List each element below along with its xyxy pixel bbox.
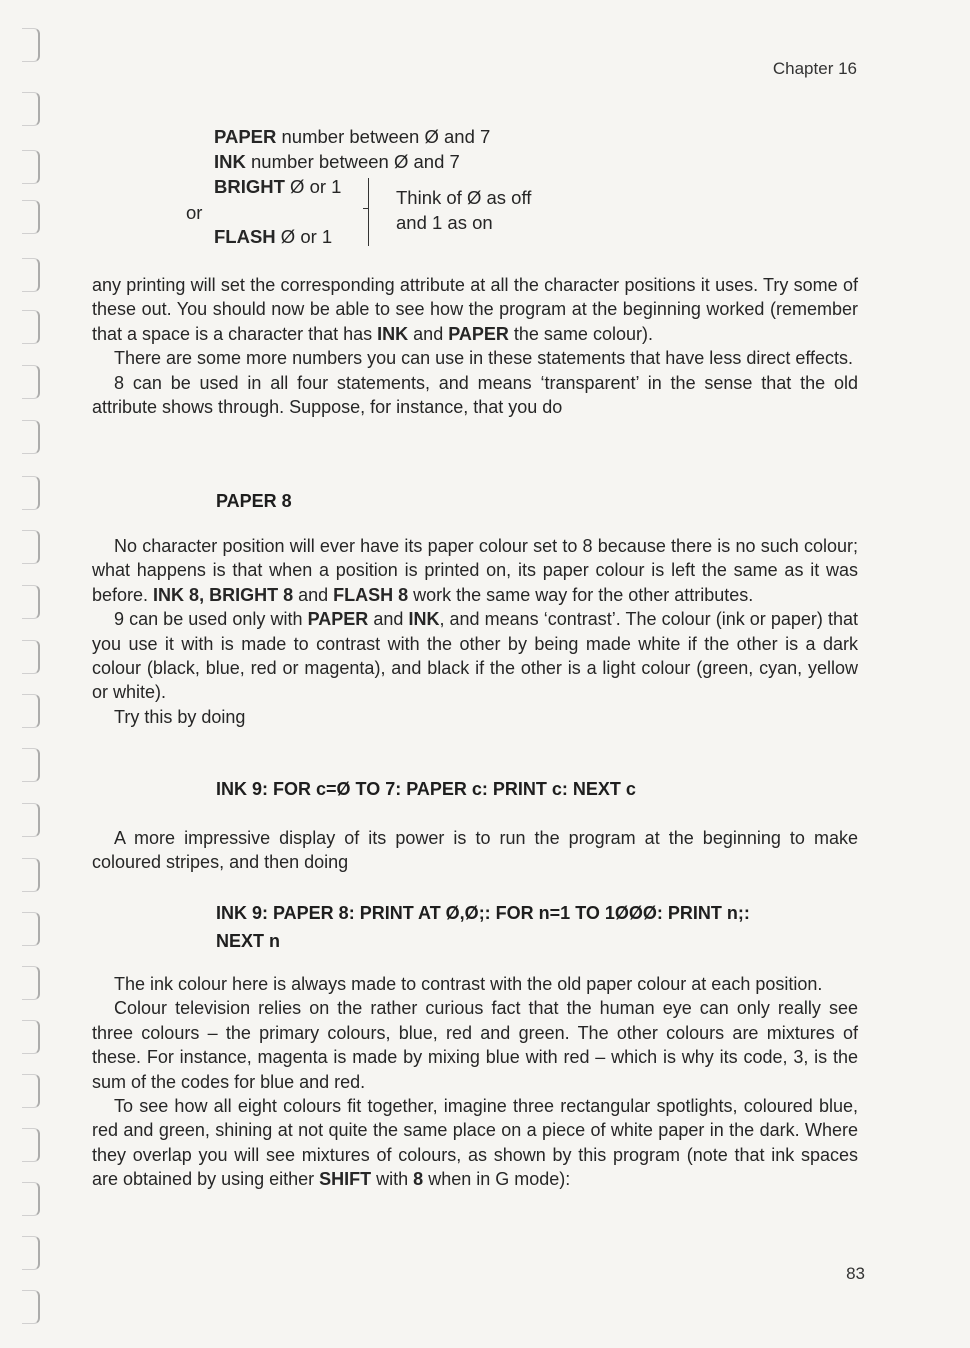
paragraph: The ink colour here is always made to contrast with the old paper colour at each position. [114, 974, 823, 994]
binding-ring [22, 1290, 40, 1324]
paragraph-group-1 [92, 273, 858, 419]
paragraph: No character position will ever have its paper colour set to 8 because there is no such colour; what happens is that when a position is printed on, its paper colour is left the same as it was before. INK 8, BRIGHT 8 and FLASH 8 work the same way for the other attributes. [92, 536, 858, 605]
brace-note-line1: Think of Ø as off [396, 187, 532, 208]
attr-ink: INK number between Ø and 7 [214, 151, 460, 172]
keyword: PAPER [214, 126, 277, 147]
keyword: BRIGHT [214, 176, 285, 197]
binding-ring [22, 1128, 40, 1162]
curly-brace [368, 178, 376, 246]
paragraph: Try this by doing [114, 706, 246, 727]
binding-ring [22, 966, 40, 1000]
paragraph-group-4 [92, 972, 858, 1192]
code-paper-8: PAPER 8 [216, 491, 292, 511]
page-number: 83 [846, 1264, 865, 1283]
code-contrast-loop: INK 9: FOR c=Ø TO 7: PAPER c: PRINT c: NEXT c [216, 779, 636, 799]
attr-flash: FLASH Ø or 1 [214, 226, 333, 247]
binding-ring [22, 150, 40, 184]
binding-ring [22, 640, 40, 674]
paragraph: A more impressive display of its power is to run the program at the beginning to make coloured stripes, and then doing [92, 828, 858, 873]
paragraph: There are some more numbers you can use in these statements that have less direct effects. [114, 348, 854, 369]
paragraph: To see how all eight colours fit together, imagine three rectangular spotlights, coloured blue, red and green, shining at not quite the same place on a piece of white paper in the dark. Where they overlap you will see mixtures of colours, as shown by this program (note that ink spaces are obtained by using either SHIFT with 8 when in G mode): [92, 1096, 858, 1190]
binding-ring [22, 1020, 40, 1054]
binding-ring [22, 748, 40, 782]
attr-paper: PAPER number between Ø and 7 [214, 126, 491, 147]
binding-ring [22, 1182, 40, 1216]
paragraph: 8 can be used in all four statements, and means ‘transparent’ in the sense that the old attribute shows through. Suppose, for instance, that you do [92, 372, 858, 418]
binding-ring [22, 858, 40, 892]
attribute-list [186, 126, 606, 254]
binding-ring [22, 28, 40, 62]
binding-ring [22, 92, 40, 126]
code-line: NEXT n [216, 931, 281, 951]
code-line: INK 9: PAPER 8: PRINT AT Ø,Ø;: FOR n=1 TO 1ØØØ: PRINT n;: [216, 903, 750, 923]
code-print-loop [216, 899, 750, 955]
binding-ring [22, 1074, 40, 1108]
binding-ring [22, 803, 40, 837]
paragraph-group-2 [92, 534, 858, 729]
binding-ring [22, 258, 40, 292]
keyword: FLASH [214, 226, 276, 247]
paragraph: Colour television relies on the rather curious fact that the human eye can only really see three colours – the primary colours, blue, red and green. The other colours are mixtures of these. For instance, magenta is made by mixing blue with red – which is why its code, 3, is the sum of the codes for blue and red. [92, 998, 858, 1092]
paragraph: 9 can be used only with PAPER and INK, and means ‘contrast’. The colour (ink or paper) that you use it with is made to contrast with the other by being made white if the other is a dark colour (black, blue, red or magenta), and black if the other is a light colour (green, cyan, yellow or white). [92, 609, 858, 703]
binding-ring [22, 912, 40, 946]
paragraph: any printing will set the corresponding attribute at all the character positions it uses. Try some of these out. You should now be able to see how the program at the beginning worked (remember that a space is a character that has INK and PAPER the same colour). [92, 275, 858, 344]
brace-note-line2: and 1 as on [396, 212, 493, 233]
binding-ring [22, 476, 40, 510]
binding-ring [22, 365, 40, 399]
binding-ring [22, 1236, 40, 1270]
spiral-binding [0, 0, 60, 1348]
or-label: or [186, 202, 203, 223]
binding-ring [22, 530, 40, 564]
paragraph-group-3 [92, 826, 858, 875]
keyword: INK [214, 151, 246, 172]
binding-ring [22, 585, 40, 619]
binding-ring [22, 694, 40, 728]
binding-ring [22, 310, 40, 344]
chapter-header: Chapter 16 [772, 59, 857, 78]
attr-bright: BRIGHT Ø or 1 [214, 176, 342, 197]
binding-ring [22, 420, 40, 454]
binding-ring [22, 200, 40, 234]
